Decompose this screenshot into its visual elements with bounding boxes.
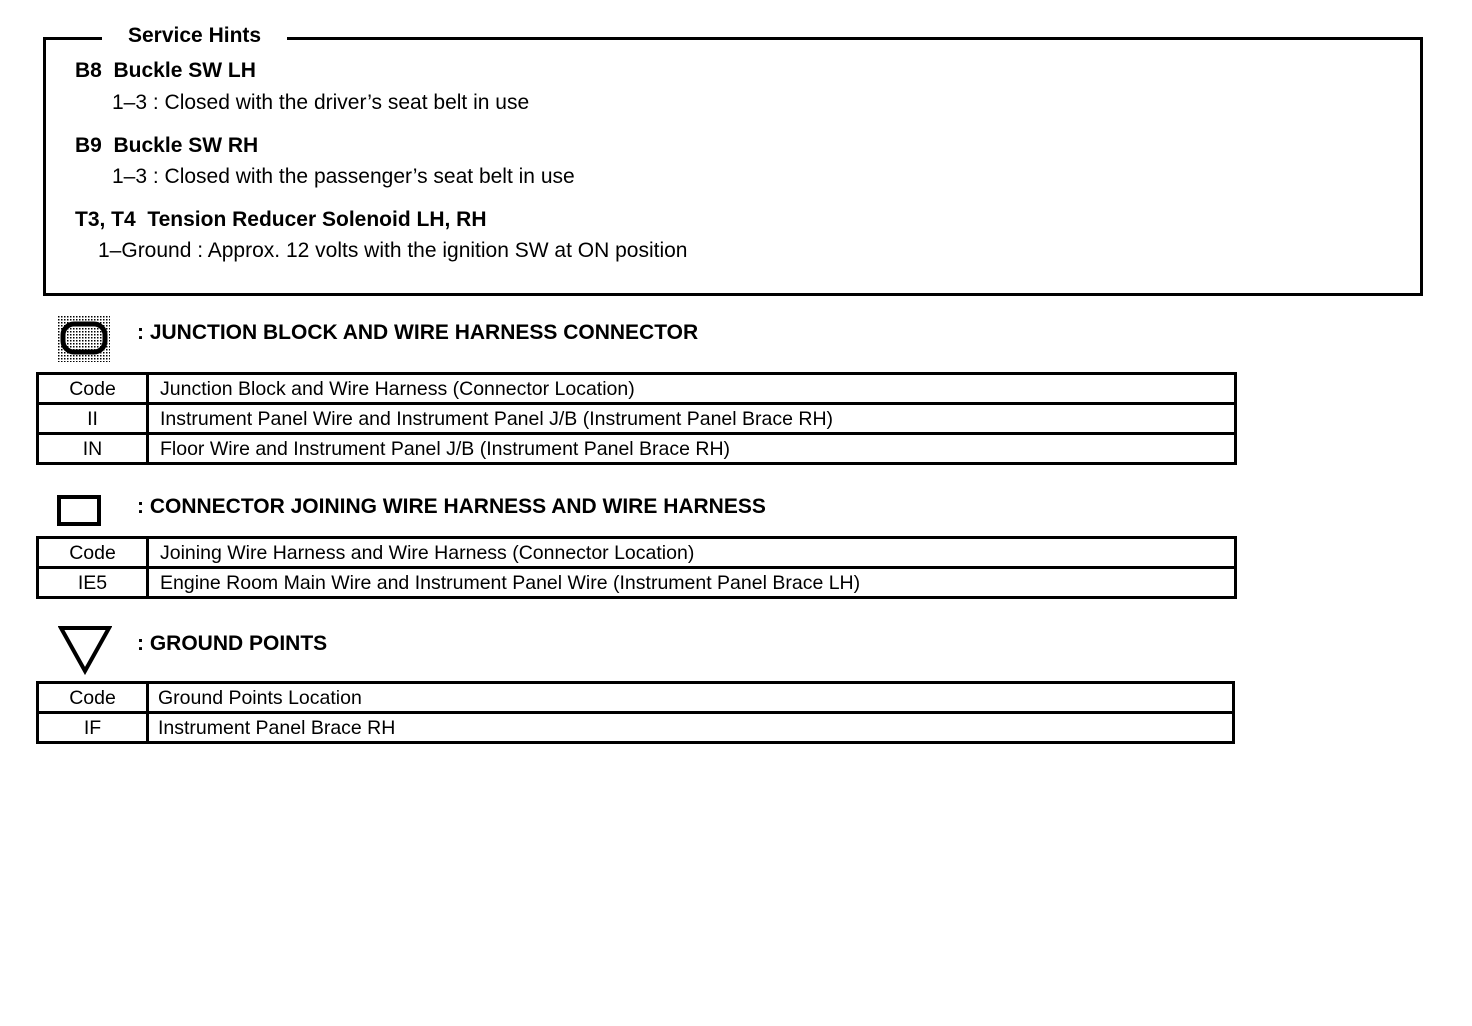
service-hints-title: Service Hints (102, 22, 287, 50)
hint-b9-detail: 1–3 : Closed with the passenger’s seat belt in use (112, 165, 575, 188)
table-header-row (38, 374, 1236, 404)
hint-b8-detail: 1–3 : Closed with the driver’s seat belt in use (112, 91, 530, 114)
junction-section-heading: : JUNCTION BLOCK AND WIRE HARNESS CONNECTOR (137, 321, 699, 344)
hint-b8-heading: B8 Buckle SW LH (75, 59, 256, 82)
table-row (38, 434, 1236, 464)
table-row (38, 568, 1236, 598)
table-cell-code: IN (38, 434, 148, 464)
hint-t3-t4-heading: T3, T4 Tension Reducer Solenoid LH, RH (75, 208, 487, 231)
ground-section-heading: : GROUND POINTS (137, 632, 328, 655)
downward-triangle-icon (58, 625, 112, 675)
table-row (38, 404, 1236, 434)
connector-section-heading: : CONNECTOR JOINING WIRE HARNESS AND WIRE HARNESS (137, 495, 766, 518)
table-header-desc: Ground Points Location (148, 683, 1234, 713)
table-header-desc: Junction Block and Wire Harness (Connector Location) (148, 374, 1236, 404)
table-header-code: Code (38, 683, 148, 713)
connector-table (36, 536, 1237, 599)
rounded-rectangle-shaded-icon (58, 316, 110, 362)
junction-table (36, 372, 1237, 465)
table-header-code: Code (38, 374, 148, 404)
table-cell-code: IF (38, 713, 148, 743)
table-cell-desc: Floor Wire and Instrument Panel J/B (Instrument Panel Brace RH) (148, 434, 1236, 464)
table-header-row (38, 683, 1234, 713)
ground-table (36, 681, 1235, 744)
table-cell-desc: Engine Room Main Wire and Instrument Panel Wire (Instrument Panel Brace LH) (148, 568, 1236, 598)
table-cell-desc: Instrument Panel Brace RH (148, 713, 1234, 743)
rectangle-outline-icon (57, 495, 101, 527)
table-header-code: Code (38, 538, 148, 568)
hint-t3-t4-detail: 1–Ground : Approx. 12 volts with the ignition SW at ON position (98, 239, 688, 262)
table-cell-code: IE5 (38, 568, 148, 598)
hint-b9-heading: B9 Buckle SW RH (75, 134, 259, 157)
table-header-desc: Joining Wire Harness and Wire Harness (Connector Location) (148, 538, 1236, 568)
table-cell-code: II (38, 404, 148, 434)
table-header-row (38, 538, 1236, 568)
table-row (38, 713, 1234, 743)
table-cell-desc: Instrument Panel Wire and Instrument Panel J/B (Instrument Panel Brace RH) (148, 404, 1236, 434)
